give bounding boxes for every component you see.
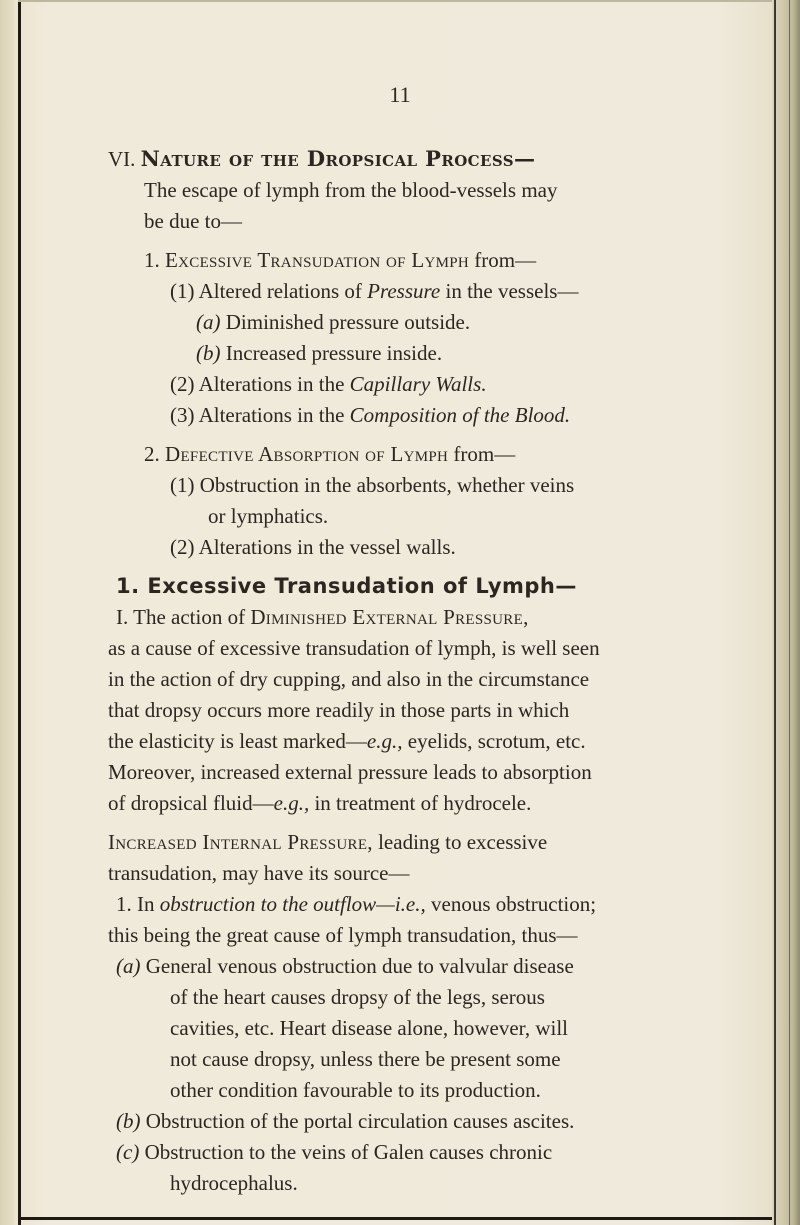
para2-line-2: transudation, may have its source— — [108, 861, 410, 885]
paragraph-diminished-pressure — [108, 602, 668, 819]
list-item-a-line-5: other condition favourable to its production. — [170, 1078, 541, 1102]
outline-item-2-sub-1-line-2: or lymphatics. — [208, 504, 329, 528]
para1-line-6: Moreover, increased external pressure leads to absorption — [108, 760, 592, 784]
section-intro-line-1: The escape of lymph from the blood-vessels may — [144, 178, 558, 202]
page-left-border — [18, 0, 21, 1225]
list-item-a-line-1 — [108, 951, 668, 982]
outline-item-1-title: Excessive Transudation of Lymph — [165, 248, 470, 272]
outline-item-1-sub-1a-label: (a) — [196, 310, 221, 334]
para1-l7-post: in treatment of hydrocele. — [309, 791, 532, 815]
outline-item-2-title: Defective Absorption of Lymph — [165, 442, 449, 466]
list-item-b-label: (b) — [116, 1109, 141, 1133]
list-item-c-label: (c) — [116, 1140, 140, 1164]
para1-line-5 — [108, 726, 668, 757]
para2-post: leading to excessive — [372, 830, 548, 854]
page-number: 11 — [389, 82, 411, 107]
page-body — [108, 143, 668, 1199]
outline-item-1-sub-3 — [108, 400, 668, 431]
outline-item-1 — [108, 245, 668, 276]
page-right-edge-line — [789, 0, 790, 1225]
para1-line-7 — [108, 788, 668, 819]
outline-item-2 — [108, 439, 668, 470]
list-item-a-line-3: cavities, etc. Heart disease alone, however, will — [170, 1016, 568, 1040]
para1-pre: I. The action of — [116, 605, 251, 629]
outline-item-1-sub-3-pre: Alterations in the — [198, 403, 350, 427]
subsection-heading-text: 1. Excessive Transudation of Lymph— — [116, 574, 577, 598]
para1-l5-em: e.g., — [366, 729, 403, 753]
section-heading — [108, 143, 668, 175]
list-item-c-l1: Obstruction to the veins of Galen causes chronic — [139, 1140, 553, 1164]
outline-item-2-label: 2. — [144, 442, 160, 466]
outline-item-1-sub-1a — [108, 307, 668, 338]
outline-item-1-sub-1b-label: (b) — [196, 341, 221, 365]
para1-l5-pre: the elasticity is least marked— — [108, 729, 367, 753]
para3-line-1 — [108, 889, 668, 920]
outline-item-1-sub-2 — [108, 369, 668, 400]
list-item-a-line-4: not cause dropsy, unless there be present some — [170, 1047, 561, 1071]
para1-l7-em: e.g., — [273, 791, 310, 815]
para1-l5-post: eyelids, scrotum, etc. — [402, 729, 586, 753]
causes-list — [108, 951, 668, 1199]
outline-item-1-sub-1-label: (1) — [170, 279, 195, 303]
subsection-heading — [108, 571, 668, 602]
para3-em: obstruction to the outflow—i.e., — [159, 892, 426, 916]
page-left-margin — [0, 0, 14, 1225]
outline-item-1-label: 1. — [144, 248, 160, 272]
outline-item-1-sub-1-post: in the vessels— — [440, 279, 579, 303]
section-intro-line-2: be due to— — [144, 209, 242, 233]
outline-item-1-sub-1-pre: Altered relations of — [198, 279, 368, 303]
outline-item-1-sub-1b — [108, 338, 668, 369]
paragraph-obstruction — [108, 889, 668, 951]
para1-l7-pre: of dropsical fluid— — [108, 791, 274, 815]
para3-pre: 1. In — [116, 892, 160, 916]
outline-item-2-sub-2: (2) Alterations in the vessel walls. — [170, 535, 456, 559]
para1-line-1 — [108, 602, 668, 633]
outline-item-1-sub-1 — [108, 276, 668, 307]
outline-item-1-sub-1b-text: Increased pressure inside. — [220, 341, 443, 365]
page-right-margin — [772, 0, 800, 1225]
page-top-border — [18, 0, 772, 2]
para3-line-2: this being the great cause of lymph transudation, thus— — [108, 923, 578, 947]
para2-smallcaps: Increased Internal Pressure, — [108, 830, 373, 854]
page-right-border — [774, 0, 776, 1225]
para1-line-2: as a cause of excessive transudation of lymph, is well seen — [108, 636, 600, 660]
para3-post: venous obstruction; — [425, 892, 597, 916]
section-title: Nature of the Dropsical Process— — [140, 146, 536, 171]
para1-smallcaps: Diminished External Pressure, — [250, 605, 529, 629]
paragraph-increased-pressure — [108, 827, 668, 889]
para2-line-1 — [108, 827, 668, 858]
outline-item-1-sub-2-pre: Alterations in the — [198, 372, 350, 396]
para1-line-4: that dropsy occurs more readily in those parts in which — [108, 698, 570, 722]
section-numeral: VI. — [108, 147, 136, 171]
outline-item-1-sub-2-label: (2) — [170, 372, 195, 396]
list-item-c-line-1 — [108, 1137, 668, 1168]
outline-item-1-sub-1-em: Pressure — [367, 279, 441, 303]
outline-item-1-sub-3-label: (3) — [170, 403, 195, 427]
outline-item-1-sub-1a-text: Diminished pressure outside. — [220, 310, 471, 334]
list-item-a-label: (a) — [116, 954, 141, 978]
list-item-b — [108, 1106, 668, 1137]
outline-item-1-sub-2-em: Capillary Walls. — [349, 372, 487, 396]
para1-line-3: in the action of dry cupping, and also in the circumstance — [108, 667, 590, 691]
list-item-a-line-2: of the heart causes dropsy of the legs, serous — [170, 985, 545, 1009]
list-item-b-text: Obstruction of the portal circulation causes ascites. — [140, 1109, 575, 1133]
list-item-c-line-2: hydrocephalus. — [170, 1171, 298, 1195]
list-item-a-l1: General venous obstruction due to valvular disease — [140, 954, 574, 978]
outline-item-1-sub-3-em: Composition of the Blood. — [349, 403, 571, 427]
outline-item-2-sub-1-line-1: (1) Obstruction in the absorbents, whether veins — [170, 473, 575, 497]
outline-item-2-suffix: from— — [448, 442, 516, 466]
outline-item-1-suffix: from— — [469, 248, 537, 272]
page-bottom-border — [18, 1217, 772, 1220]
